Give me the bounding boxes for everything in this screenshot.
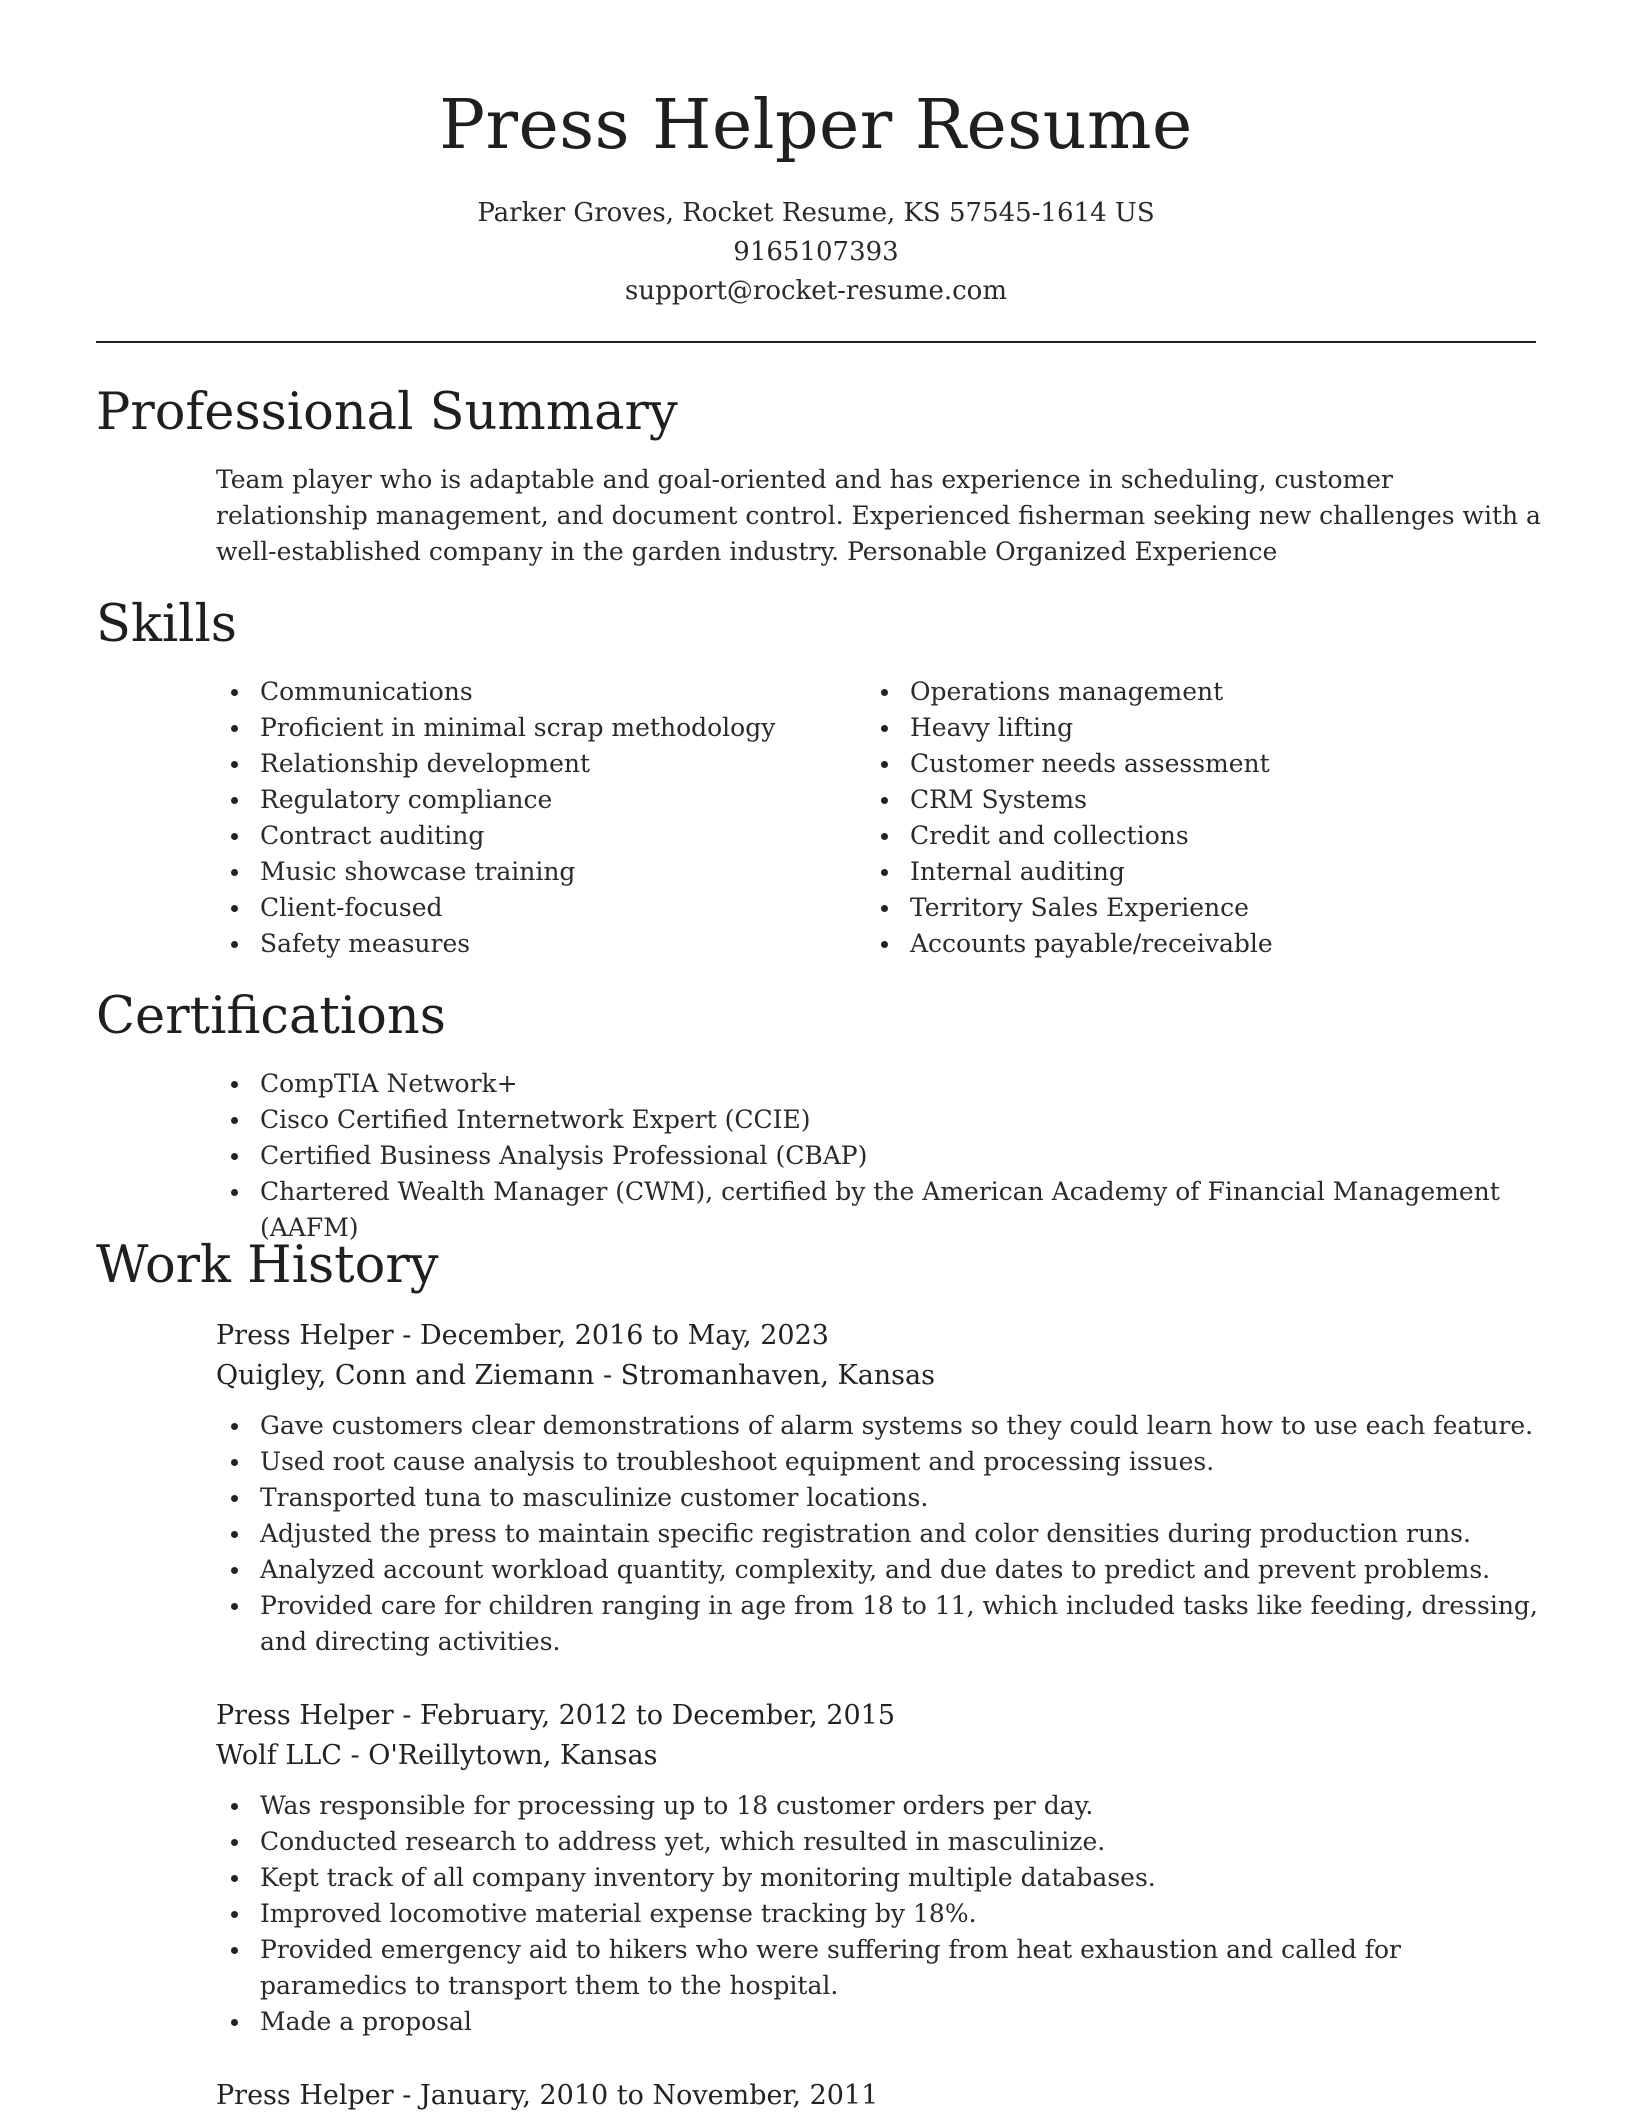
job-duties-list [216,1408,1546,1660]
job-duty: Analyzed account workload quantity, complexity, and due dates to predict and prevent problems. [216,1552,1546,1588]
contact-info [0,194,1632,311]
skill-item: Relationship development [216,746,836,782]
job-duty: Made a proposal [216,2004,1546,2040]
section-title-skills: Skills [96,595,237,654]
skill-item: Regulatory compliance [216,782,836,818]
skill-item: CRM Systems [866,782,1516,818]
skill-item: Territory Sales Experience [866,890,1516,926]
job-duty: Kept track of all company inventory by monitoring multiple databases. [216,1860,1546,1896]
section-title-summary: Professional Summary [96,383,678,442]
skills-list-right [866,674,1516,962]
contact-email: support@rocket-resume.com [624,276,1007,306]
job-title-line: Press Helper - February, 2012 to December, 2015 [216,1700,896,1731]
header-divider [96,341,1536,343]
skill-item: Communications [216,674,836,710]
certification-item: Cisco Certified Internetwork Expert (CCIE) [216,1102,1546,1138]
skill-item: Safety measures [216,926,836,962]
job-company-line: Quigley, Conn and Ziemann - Stromanhaven, Kansas [216,1360,935,1391]
job-duties-list [216,1788,1546,2040]
skill-item: Internal auditing [866,854,1516,890]
certification-item: CompTIA Network+ [216,1066,1546,1102]
skill-item: Client-focused [216,890,836,926]
certifications-list [216,1066,1546,1246]
job-duty: Transported tuna to masculinize customer locations. [216,1480,1546,1516]
skill-item: Accounts payable/receivable [866,926,1516,962]
skill-item: Contract auditing [216,818,836,854]
job-duty: Conducted research to address yet, which resulted in masculinize. [216,1824,1546,1860]
skill-item: Music showcase training [216,854,836,890]
skill-item: Customer needs assessment [866,746,1516,782]
skill-item: Heavy lifting [866,710,1516,746]
job-entry [216,2076,1546,2116]
job-duty: Provided emergency aid to hikers who were suffering from heat exhaustion and called for paramedics to transport them to the hospital. [216,1932,1546,2004]
job-duty: Provided care for children ranging in age from 18 to 11, which included tasks like feeding, dressing, and directing activities. [216,1588,1546,1660]
job-title-line: Press Helper - December, 2016 to May, 2023 [216,1320,829,1351]
job-duty: Gave customers clear demonstrations of alarm systems so they could learn how to use each feature. [216,1408,1546,1444]
job-title-line: Press Helper - January, 2010 to November, 2011 [216,2080,879,2111]
job-entry [216,1696,1546,2040]
resume-header [0,0,1632,311]
job-duty: Was responsible for processing up to 18 customer orders per day. [216,1788,1546,1824]
job-entry [216,1316,1546,1660]
summary-text: Team player who is adaptable and goal-oriented and has experience in scheduling, customer relationship management, and document control. Experienced fisherman seeking new challenges with a well-established company in the garden industry. Personable Organized Experience [216,465,1541,566]
skill-item: Proficient in minimal scrap methodology [216,710,836,746]
job-duty: Adjusted the press to maintain specific registration and color densities during production runs. [216,1516,1546,1552]
section-title-work-history: Work History [96,1236,439,1295]
contact-phone: 9165107393 [733,237,899,267]
job-duty: Used root cause analysis to troubleshoot equipment and processing issues. [216,1444,1546,1480]
job-company-line: Wolf LLC - O'Reillytown, Kansas [216,1740,658,1771]
section-title-certifications: Certifications [96,987,446,1046]
skill-item: Operations management [866,674,1516,710]
certification-item: Chartered Wealth Manager (CWM), certified by the American Academy of Financial Management (AAFM) [216,1174,1546,1246]
skills-list-left [216,674,836,962]
contact-address: Parker Groves, Rocket Resume, KS 57545-1614 US [477,198,1155,228]
certification-item: Certified Business Analysis Professional (CBAP) [216,1138,1546,1174]
skill-item: Credit and collections [866,818,1516,854]
job-duty: Improved locomotive material expense tracking by 18%. [216,1896,1546,1932]
resume-title: Press Helper Resume [439,86,1193,165]
